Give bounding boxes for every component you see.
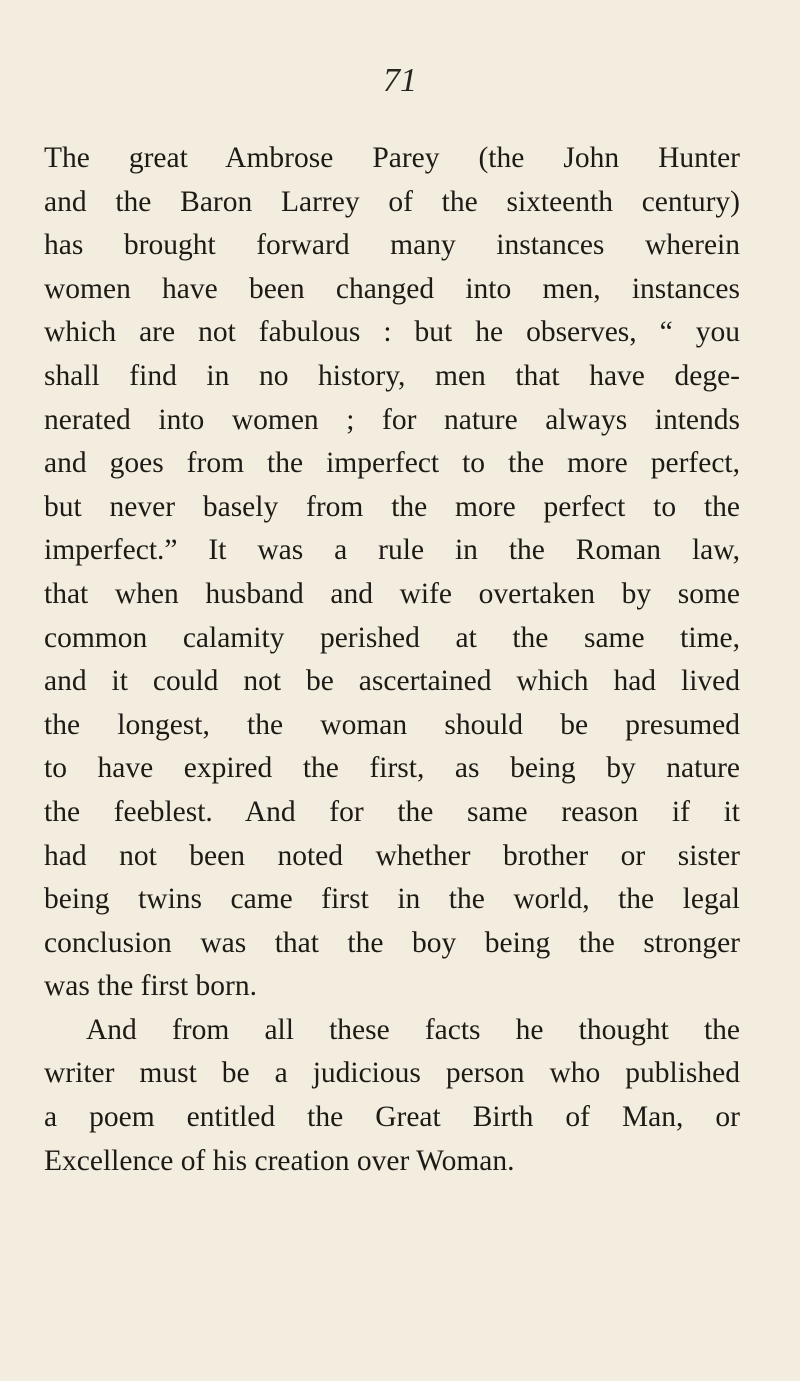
text-line: the longest, the woman should be presumed <box>44 708 740 741</box>
text-line: to have expired the first, as being by nature <box>44 752 740 785</box>
page-number: 71 <box>383 62 417 99</box>
text-line: nerated into women ; for nature always intends <box>44 403 740 436</box>
text-line: common calamity perished at the same time, <box>44 621 740 654</box>
text-line: and the Baron Larrey of the sixteenth century) <box>44 185 740 218</box>
text-line: but never basely from the more perfect to the <box>44 490 740 523</box>
text-line: and it could not be ascertained which had lived <box>44 665 740 698</box>
paragraph-end-line: was the first born. <box>44 970 258 1003</box>
text-line: imperfect.” It was a rule in the Roman law, <box>44 534 740 567</box>
text-line: has brought forward many instances wherein <box>44 229 740 262</box>
text-line: which are not fabulous : but he observes, “ you <box>44 316 740 349</box>
text-line: and goes from the imperfect to the more perfect, <box>44 447 740 480</box>
text-line: conclusion was that the boy being the stronger <box>44 926 740 959</box>
text-line: shall find in no history, men that have dege- <box>44 359 740 392</box>
text-line: the feeblest. And for the same reason if it <box>44 795 740 828</box>
text-line: a poem entitled the Great Birth of Man, or <box>44 1101 740 1134</box>
paragraph-start-line: And from all these facts he thought the <box>86 1013 740 1046</box>
body-text <box>44 137 740 1183</box>
text-line: being twins came first in the world, the legal <box>44 883 740 916</box>
text-line: had not been noted whether brother or sister <box>44 839 740 872</box>
text-line: writer must be a judicious person who published <box>44 1057 740 1090</box>
text-line: that when husband and wife overtaken by some <box>44 577 740 610</box>
text-line: The great Ambrose Parey (the John Hunter <box>44 142 740 174</box>
paragraph-end-line: Excellence of his creation over Woman. <box>44 1144 515 1177</box>
text-line: women have been changed into men, instances <box>44 272 740 305</box>
